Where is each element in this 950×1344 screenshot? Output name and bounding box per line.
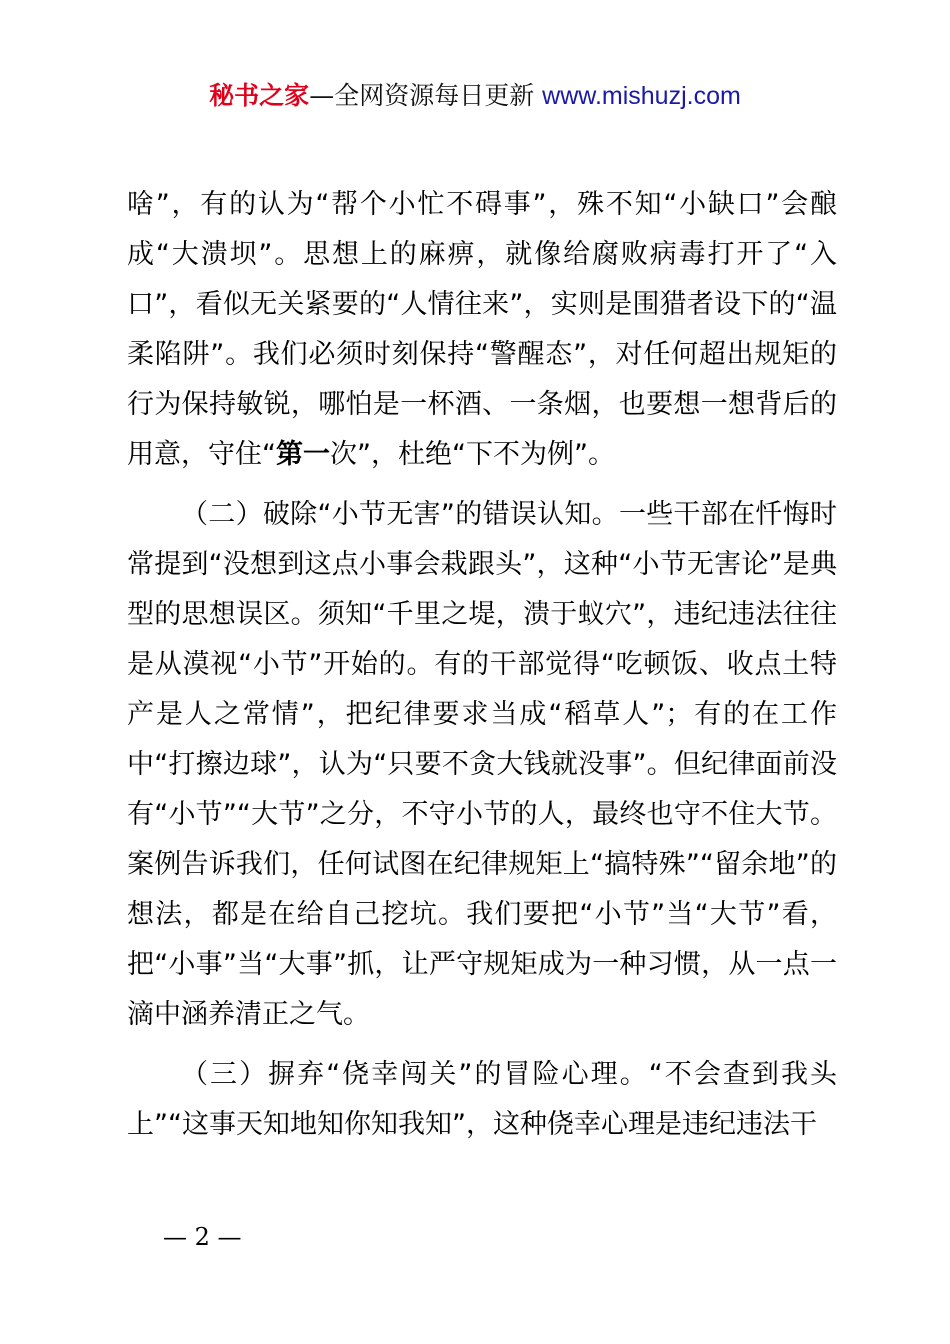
paragraph-1-text: 啥”，有的认为“帮个小忙不碍事”，殊不知“小缺口”会酿成“大溃坝”。思想上的麻痹，就像给腐败病毒打开了“入口”，看似无关紧要的“人情往来”，实则是围猎者设下的“温柔陷阱”。我们必须时刻保持“警醒态”，对任何超出规矩的行为保持敏锐，哪怕是一杯酒、一条烟，也要想一想背后的用意，守住“: [127, 189, 837, 470]
document-body: [127, 180, 837, 1150]
page-number: — 2 —: [163, 1223, 242, 1251]
paragraph-1: [127, 180, 837, 480]
brand-name: 秘书之家: [209, 81, 310, 110]
site-url-link[interactable]: www.mishuzj.com: [542, 82, 741, 110]
paragraph-2: （二）破除“小节无害”的错误认知。一些干部在忏悔时常提到“没想到这点小事会栽跟头”，这种“小节无害论”是典型的思想误区。须知“千里之堤，溃于蚁穴”，违纪违法往往是从漠视“小节”开始的。有的干部觉得“吃顿饭、收点土特产是人之常情”，把纪律要求当成“稻草人”；有的在工作中“打擦边球”，认为“只要不贪大钱就没事”。但纪律面前没有“小节”“大节”之分，不守小节的人，最终也守不住大节。案例告诉我们，任何试图在纪律规矩上“搞特殊”“留余地”的想法，都是在给自己挖坑。我们要把“小节”当“大节”看，把“小事”当“大事”抓，让严守规矩成为一种习惯，从一点一滴中涵养清正之气。: [127, 499, 837, 1030]
site-header: [0, 80, 950, 112]
paragraph-3: （三）摒弃“侥幸闯关”的冒险心理。“不会查到我头上”“这事天知地知你知我知”，这种侥幸心理是违纪违法干: [127, 1059, 837, 1140]
paragraph-1-bold-text: 第一: [276, 439, 330, 470]
header-tagline: —全网资源每日更新: [309, 81, 535, 110]
paragraph-1-text-end: 次”，杜绝“下不为例”。: [330, 439, 615, 470]
